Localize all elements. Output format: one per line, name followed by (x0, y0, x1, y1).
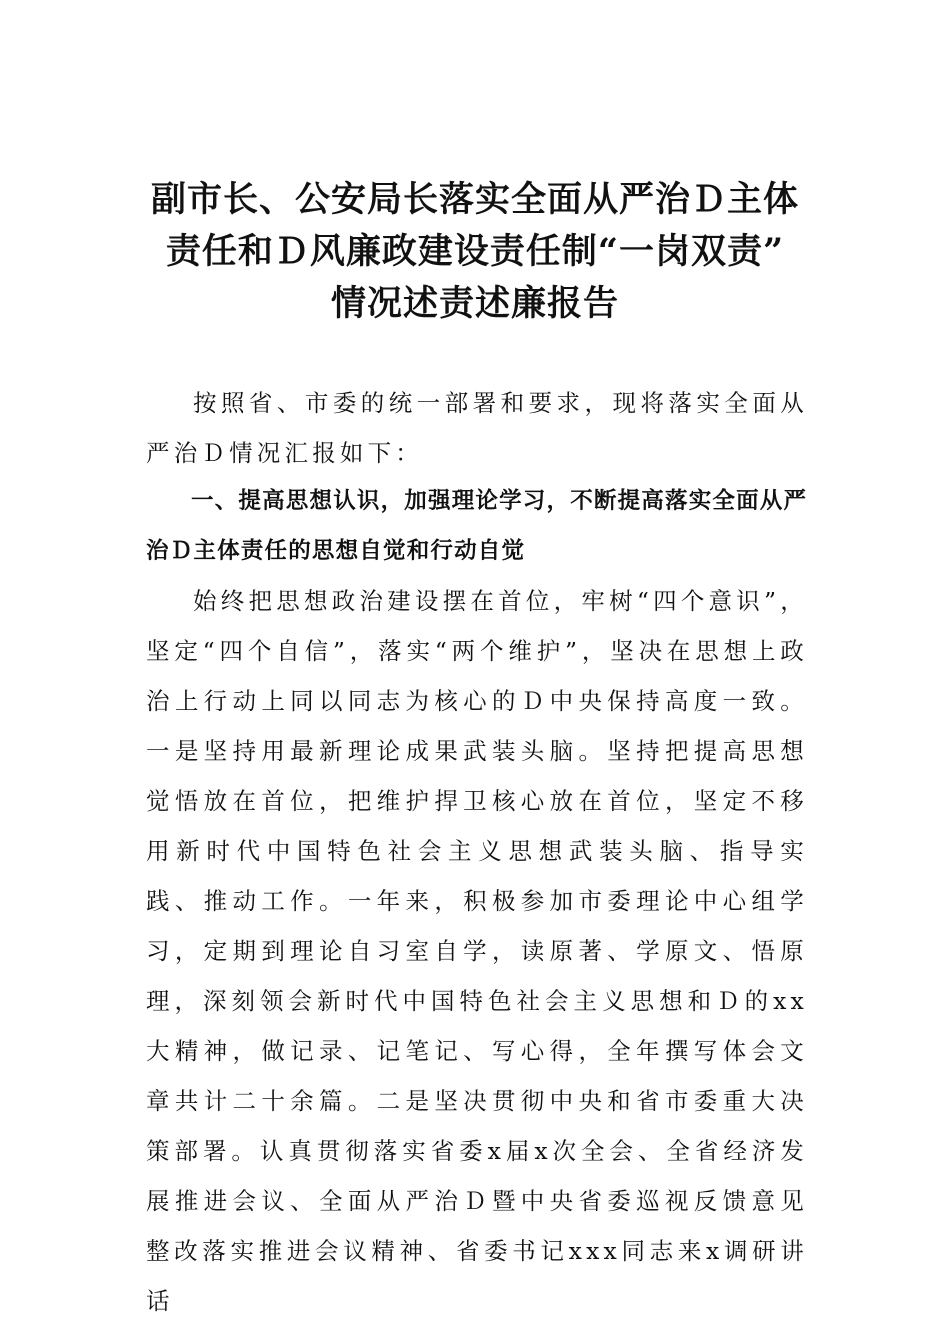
title-line-1: 副市长、公安局长落实全面从严治Ｄ主体 (150, 179, 799, 220)
section-paragraph: 始终把思想政治建设摆在首位，牢树“四个意识”，坚定“四个自信”，落实“两个维护”，坚决在思想上政治上行动上同以同志为核心的Ｄ中央保持高度一致。一是坚持用最新理论成果武装头脑。坚持把提高思想觉悟放在首位，把维护捍卫核心放在首位，坚定不移用新时代中国特色社会主义思想武装头脑、指导实践、推动工作。一年来，积极参加市委理论中心组学习，定期到理论自习室自学，读原著、学原文、悟原理，深刻领会新时代中国特色社会主义思想和Ｄ的xx大精神，做记录、记笔记、写心得，全年撰写体会文章共计二十余篇。二是坚决贯彻中央和省市委重大决策部署。认真贯彻落实省委x届x次全会、全省经济发展推进会议、全面从严治Ｄ暨中央省委巡视反馈意见整改落实推进会议精神、省委书记xxx同志来x调研讲话 (146, 587, 808, 1315)
intro-paragraph: 按照省、市委的统一部署和要求，现将落实全面从严治Ｄ情况汇报如下： (146, 389, 808, 467)
title-line-2: 责任和Ｄ风廉政建设责任制“一岗双责” (165, 231, 785, 272)
title-line-3: 情况述责述廉报告 (330, 283, 619, 324)
document-title (120, 174, 830, 330)
section-heading: 一、提高思想认识，加强理论学习，不断提高落实全面从严治Ｄ主体责任的思想自觉和行动自觉 (146, 488, 808, 564)
